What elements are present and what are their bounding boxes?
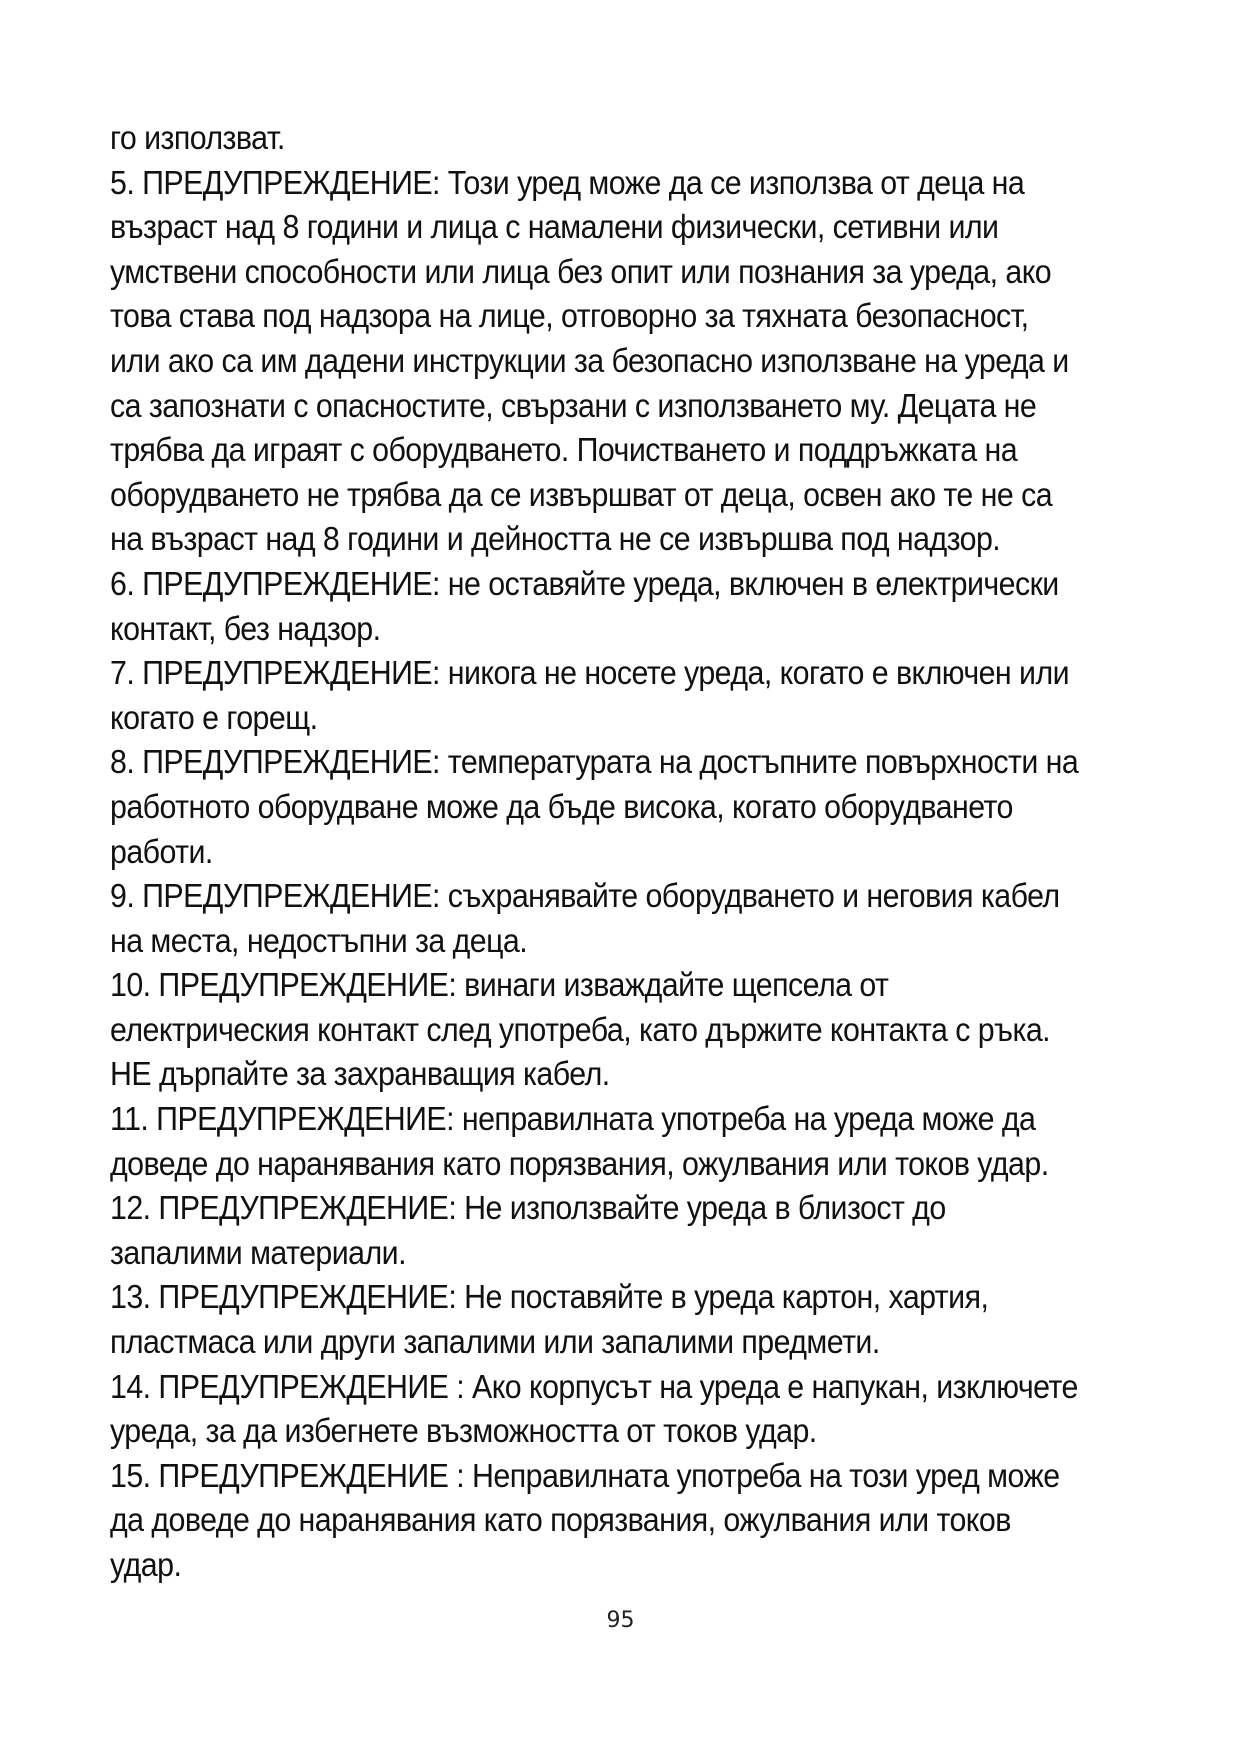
warning-11: 11. ПРЕДУПРЕЖДЕНИЕ: неправилната употреба на уреда може да доведе до наранявания като порязвания, ожулвания или токов удар. xyxy=(110,1100,1049,1182)
warning-15: 15. ПРЕДУПРЕЖДЕНИЕ : Неправилната употреба на този уред може да доведе до наранявания като порязвания, ожулвания или токов удар. xyxy=(110,1456,1060,1583)
warning-13: 13. ПРЕДУПРЕЖДЕНИЕ: Не поставяйте в уреда картон, хартия, пластмаса или други запалими или запалими предмети. xyxy=(110,1278,989,1361)
warning-12: 12. ПРЕДУПРЕЖДЕНИЕ: Не използвайте уреда в близост до запалими материали. xyxy=(110,1189,946,1271)
continuation-line: го използват. xyxy=(110,119,285,156)
warning-14: 14. ПРЕДУПРЕЖДЕНИЕ : Ако корпусът на уреда е напукан, изключете уреда, за да избегнете възможността от токов удар. xyxy=(110,1367,1078,1450)
page-number: 95 xyxy=(606,1608,635,1633)
warnings-text-block xyxy=(110,116,1085,1588)
warning-8: 8. ПРЕДУПРЕЖДЕНИЕ: температурата на достъпните повърхности на работното оборудване може да бъде висока, когато оборудването работи. xyxy=(110,743,1079,870)
warning-6: 6. ПРЕДУПРЕЖДЕНИЕ: не оставяйте уреда, включен в електрически контакт, без надзор. xyxy=(110,564,1059,647)
warning-7: 7. ПРЕДУПРЕЖДЕНИЕ: никога не носете уреда, когато е включен или когато е горещ. xyxy=(110,654,1070,736)
warning-5: 5. ПРЕДУПРЕЖДЕНИЕ: Този уред може да се използва от деца на възраст над 8 години и лица с намалени физически, сетивни или умствени способности или лица без опит или познания за уреда, ако това става под надзора на лице, отговорно за тяхната безопасност, или ако са им дадени инструкции за безопасно използване на уреда и са запознати с опасностите, свързани с използването му. Децата не трябва да играят с оборудването. Почистването и поддръжката на оборудването не трябва да се извършват от деца, освен ако те не са на възраст над 8 години и дейността не се извършва под надзор. xyxy=(110,163,1069,558)
warning-9: 9. ПРЕДУПРЕЖДЕНИЕ: съхранявайте оборудването и неговия кабел на места, недостъпни за деца. xyxy=(110,877,1060,959)
warning-10: 10. ПРЕДУПРЕЖДЕНИЕ: винаги изваждайте щепсела от електрическия контакт след употреба, като държите контакта с ръка. НЕ дърпайте за захранващия кабел. xyxy=(110,966,1051,1093)
